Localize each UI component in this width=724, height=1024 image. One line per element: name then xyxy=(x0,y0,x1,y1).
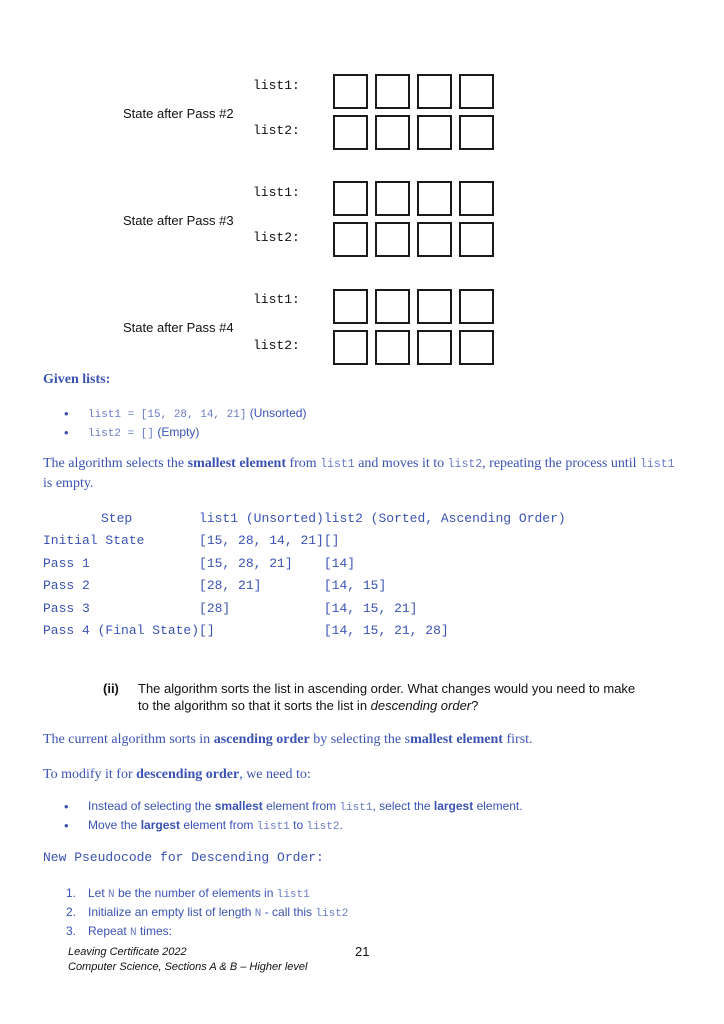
code-text: list2 xyxy=(306,821,340,833)
bold-text: mallest element xyxy=(410,732,503,747)
code-text: list1 xyxy=(320,458,355,471)
question-line xyxy=(138,697,698,714)
table-cell: [] xyxy=(323,533,340,549)
bold-text: descending order xyxy=(136,767,240,782)
table-cell: [28, 21] xyxy=(199,578,262,594)
answer-ascending xyxy=(43,730,533,749)
algorithm-description xyxy=(43,454,683,493)
table-cell: [14, 15] xyxy=(323,578,387,594)
list2-box-4[interactable] xyxy=(459,115,494,150)
list1-box-3[interactable] xyxy=(417,181,452,216)
list-item xyxy=(64,405,306,424)
state-after-pass-2-label: State after Pass #2 xyxy=(123,106,234,121)
list2-box-4[interactable] xyxy=(459,330,494,365)
text: Initialize an empty list of length xyxy=(88,905,255,919)
pseudocode-heading: New Pseudocode for Descending Order: xyxy=(43,850,324,865)
list2-boxes xyxy=(333,330,494,365)
bold-text: largest xyxy=(433,799,474,813)
list1-box-3[interactable] xyxy=(417,74,452,109)
text: , select the xyxy=(372,799,434,813)
bold-text: smallest element xyxy=(187,456,286,471)
table-cell: Pass 1 xyxy=(43,555,90,571)
note-text: (Empty) xyxy=(154,425,200,439)
table-cell: [28] xyxy=(199,600,231,616)
list1-box-1[interactable] xyxy=(333,74,368,109)
text: - call this xyxy=(261,905,316,919)
question-number: (ii) xyxy=(103,681,119,696)
changes-list xyxy=(64,798,523,836)
text: and moves it to xyxy=(354,456,448,471)
table-row xyxy=(43,552,566,575)
text: Repeat xyxy=(88,924,131,938)
text: element. xyxy=(473,799,523,813)
list1-box-3[interactable] xyxy=(417,289,452,324)
table-cell: [14, 15, 21] xyxy=(323,600,418,616)
list2-box-2[interactable] xyxy=(375,330,410,365)
column-header: list1 (Unsorted) xyxy=(199,510,324,526)
text: , repeating the process until xyxy=(482,456,641,471)
list2-box-2[interactable] xyxy=(375,222,410,257)
text: is empty. xyxy=(43,476,94,491)
list2-box-3[interactable] xyxy=(417,330,452,365)
list1-box-4[interactable] xyxy=(459,181,494,216)
given-lists-heading: Given lists: xyxy=(43,372,111,387)
list1-box-4[interactable] xyxy=(459,289,494,324)
text: The current algorithm sorts in xyxy=(43,732,214,747)
list-item xyxy=(66,904,348,923)
bold-text: largest xyxy=(140,818,181,832)
list2-boxes xyxy=(333,222,494,257)
table-row xyxy=(43,620,566,643)
text: to xyxy=(289,818,307,832)
table-row xyxy=(43,597,566,620)
list2-label: list2: xyxy=(253,338,300,353)
table-cell: Pass 4 (Final State) xyxy=(43,623,200,639)
trace-table xyxy=(43,507,566,642)
list2-label: list2: xyxy=(253,123,300,138)
text: Move the xyxy=(88,818,141,832)
italic-text: descending order xyxy=(370,698,472,713)
code-text: list1 xyxy=(256,821,290,833)
given-lists xyxy=(64,405,306,443)
list-item xyxy=(66,885,348,904)
text: to the algorithm so that it sorts the list in xyxy=(138,698,371,713)
text: times: xyxy=(136,924,172,938)
text: To modify it for xyxy=(43,767,137,782)
bold-text: ascending order xyxy=(213,732,310,747)
table-cell: [] xyxy=(199,623,215,639)
code-text: list1 = [15, 28, 14, 21] xyxy=(88,409,247,421)
table-row xyxy=(43,530,566,553)
list1-label: list1: xyxy=(253,185,300,200)
list1-boxes xyxy=(333,74,494,109)
list2-label: list2: xyxy=(253,230,300,245)
table-row xyxy=(43,575,566,598)
step-number: 2. xyxy=(66,905,77,919)
list1-box-4[interactable] xyxy=(459,74,494,109)
question-line: The algorithm sorts the list in ascending order. What changes would you need to make xyxy=(138,681,636,696)
table-cell: [14, 15, 21, 28] xyxy=(323,623,449,639)
list-item xyxy=(64,798,523,817)
text: Instead of selecting the xyxy=(88,799,215,813)
table-cell: Initial State xyxy=(43,533,145,549)
text: ? xyxy=(471,698,479,713)
text: Let xyxy=(88,886,109,900)
text: element from xyxy=(180,818,257,832)
text: first. xyxy=(502,732,533,747)
list-item xyxy=(66,923,348,942)
text: by selecting the s xyxy=(309,732,411,747)
bold-text: smallest xyxy=(214,799,263,813)
page-number: 21 xyxy=(355,944,370,959)
code-text: list2 = [] xyxy=(88,428,155,440)
note-text: (Unsorted) xyxy=(246,406,307,420)
list1-boxes xyxy=(333,289,494,324)
list2-box-4[interactable] xyxy=(459,222,494,257)
code-text: list1 xyxy=(640,458,675,471)
list2-box-2[interactable] xyxy=(375,115,410,150)
table-cell: Pass 3 xyxy=(43,600,90,616)
list1-box-1[interactable] xyxy=(333,181,368,216)
list2-box-3[interactable] xyxy=(417,222,452,257)
table-cell: [15, 28, 21] xyxy=(199,555,293,571)
table-cell: [15, 28, 14, 21] xyxy=(199,533,324,549)
text: . xyxy=(339,818,343,832)
code-text: N xyxy=(254,908,262,920)
answer-modify xyxy=(43,765,311,784)
column-header: list2 (Sorted, Ascending Order) xyxy=(323,510,566,526)
list-item xyxy=(64,817,523,836)
list2-box-1[interactable] xyxy=(333,115,368,150)
footer-line: Leaving Certificate 2022 xyxy=(68,946,187,958)
text: from xyxy=(285,456,321,471)
column-header: Step xyxy=(101,510,133,526)
list2-box-3[interactable] xyxy=(417,115,452,150)
table-header-row xyxy=(43,507,566,530)
list1-box-2[interactable] xyxy=(375,181,410,216)
list1-box-2[interactable] xyxy=(375,289,410,324)
code-text: N xyxy=(108,889,115,901)
list2-boxes xyxy=(333,115,494,150)
text: be the number of elements in xyxy=(114,886,277,900)
question-text xyxy=(138,680,698,714)
text: The algorithm selects the xyxy=(43,456,188,471)
step-number: 1. xyxy=(66,886,77,900)
code-text: list1 xyxy=(339,802,373,814)
list1-box-2[interactable] xyxy=(375,74,410,109)
table-cell: [14] xyxy=(323,555,356,571)
text: , we need to: xyxy=(239,767,311,782)
footer-line: Computer Science, Sections A & B – Higher level xyxy=(68,961,308,973)
list1-box-1[interactable] xyxy=(333,289,368,324)
table-cell: Pass 2 xyxy=(43,578,90,594)
list2-box-1[interactable] xyxy=(333,222,368,257)
list1-boxes xyxy=(333,181,494,216)
list2-box-1[interactable] xyxy=(333,330,368,365)
list-item xyxy=(64,424,306,443)
list1-label: list1: xyxy=(253,78,300,93)
state-after-pass-3-label: State after Pass #3 xyxy=(123,213,234,228)
page-footer xyxy=(68,945,307,975)
code-text: list2 xyxy=(315,908,349,920)
state-after-pass-4-label: State after Pass #4 xyxy=(123,320,234,335)
code-text: list1 xyxy=(276,889,310,901)
text: element from xyxy=(262,799,340,813)
code-text: list2 xyxy=(447,458,483,471)
list1-label: list1: xyxy=(253,292,300,307)
step-number: 3. xyxy=(66,924,77,938)
code-text: N xyxy=(130,927,137,939)
pseudocode-steps xyxy=(66,885,348,942)
